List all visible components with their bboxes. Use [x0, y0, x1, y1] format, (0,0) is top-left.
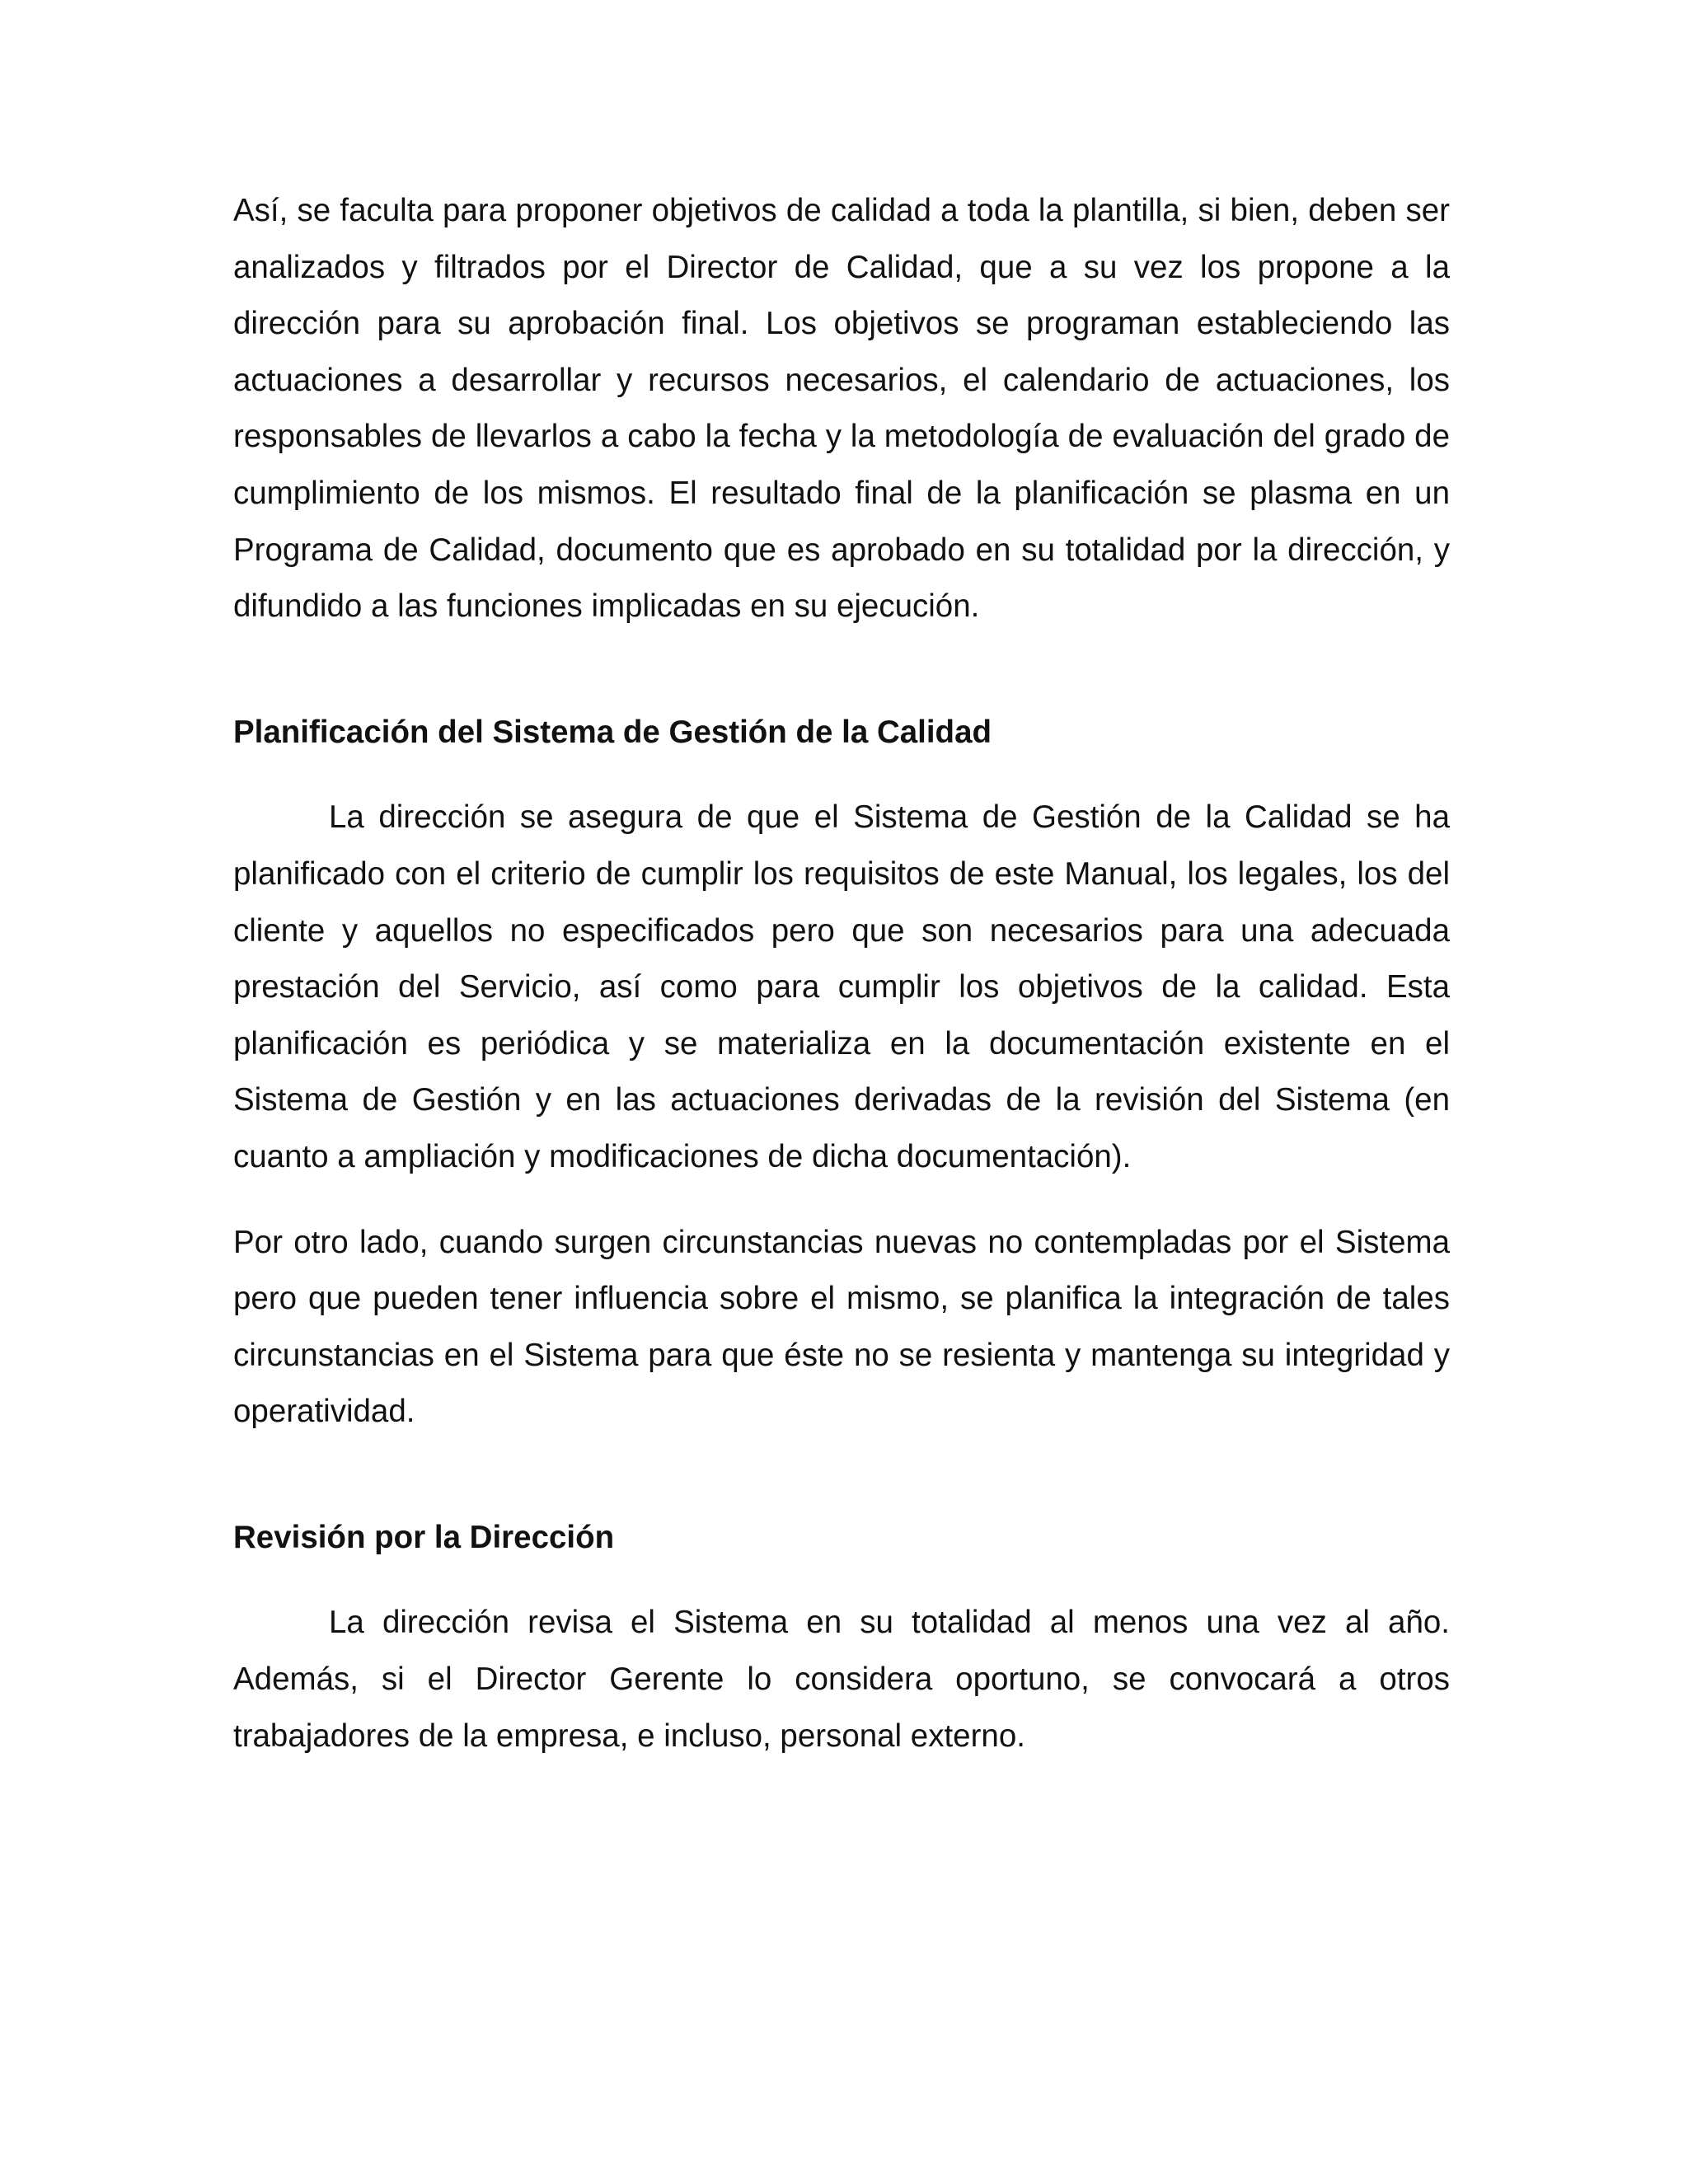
paragraph-management-review: La dirección revisa el Sistema en su totalidad al menos una vez al año. Además, si el Director Gerente lo considera oportuno, se convocará a otros trabajadores de la empresa, e incluso, personal externo. — [233, 1605, 1450, 1754]
paragraph-new-circumstances: Por otro lado, cuando surgen circunstancias nuevas no contempladas por el Sistema pero que pueden tener influencia sobre el mismo, se planifica la integración de tales circunstancias en el Sistema para que éste no se resienta y mantenga su integridad y operatividad. — [233, 1224, 1450, 1430]
heading-planning: Planificación del Sistema de Gestión de la Calidad — [233, 714, 992, 750]
paragraph-planning: La dirección se asegura de que el Sistema de Gestión de la Calidad se ha planificado con el criterio de cumplir los requisitos de este Manual, los legales, los del cliente y aquellos no especificados pero que son necesarios para una adecuada prestación del Servicio, así como para cumplir los objetivos de la calidad. Esta planificación es periódica y se materializa en la documentación existente en el Sistema de Gestión y en las actuaciones derivadas de la revisión del Sistema (en cuanto a ampliación y modificaciones de dicha documentación). — [233, 799, 1450, 1174]
heading-management-review: Revisión por la Dirección — [233, 1519, 615, 1555]
document-body — [233, 183, 1450, 1765]
paragraph-quality-objectives: Así, se faculta para proponer objetivos de calidad a toda la plantilla, si bien, deben ser analizados y filtrados por el Director de Calidad, que a su vez los propone a la dirección para su aprobación final. Los objetivos se programan estableciendo las actuaciones a desarrollar y recursos necesarios, el calendario de actuaciones, los responsables de llevarlos a cabo la fecha y la metodología de evaluación del grado de cumplimiento de los mismos. El resultado final de la planificación se plasma en un Programa de Calidad, documento que es aprobado en su totalidad por la dirección, y difundido a las funciones implicadas en su ejecución. — [233, 193, 1450, 625]
